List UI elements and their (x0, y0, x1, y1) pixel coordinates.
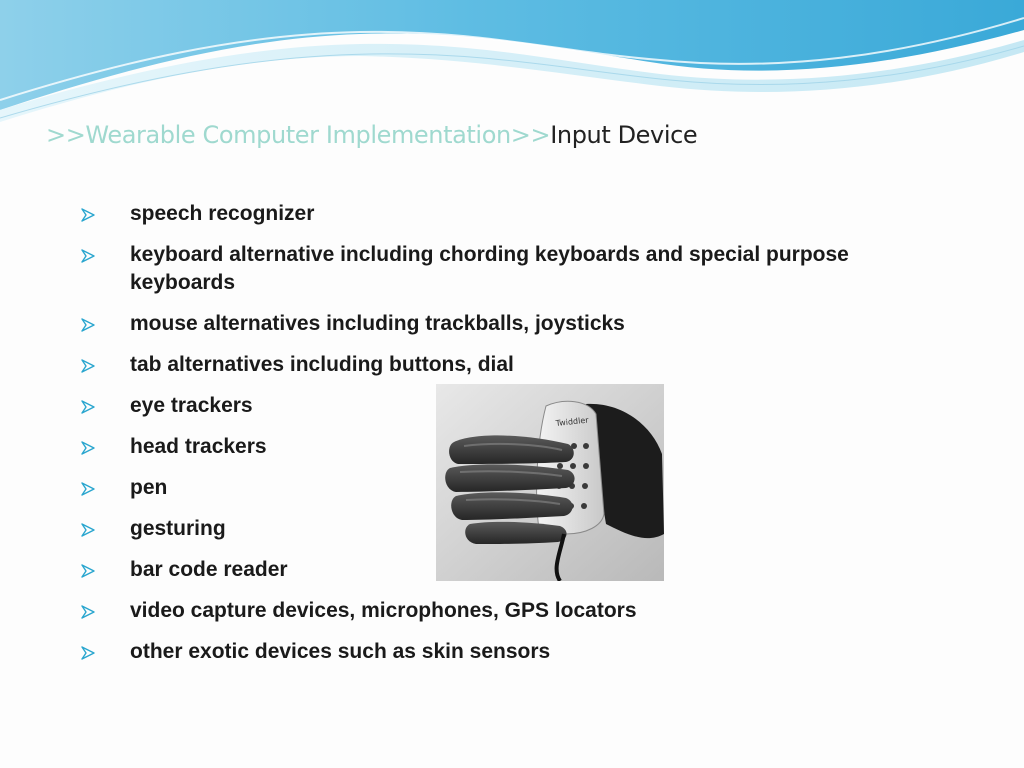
bullet-text: video capture devices, microphones, GPS locators (130, 599, 637, 622)
bullet-item (78, 597, 948, 625)
bullet-text: bar code reader (130, 558, 288, 581)
bullet-text: gesturing (130, 517, 226, 540)
bullet-item (78, 638, 948, 666)
bullet-text: other exotic devices such as skin sensors (130, 640, 551, 663)
arrow-bullet-icon (81, 400, 95, 414)
bullet-item (78, 200, 948, 228)
arrow-bullet-icon (81, 482, 95, 496)
bullet-text: pen (130, 476, 168, 499)
device-label: Twiddler (555, 415, 589, 428)
bullet-text: mouse alternatives including trackballs, joysticks (130, 312, 625, 335)
arrow-bullet-icon (81, 208, 95, 222)
bullet-text: head trackers (130, 435, 267, 458)
title-breadcrumb: >>Wearable Computer Implementation>> (46, 121, 551, 149)
arrow-bullet-icon (81, 441, 95, 455)
twiddler-device-photo (436, 384, 664, 581)
arrow-bullet-icon (81, 523, 95, 537)
hand-holding-device-illustration (436, 384, 664, 581)
header-wave-decoration (0, 0, 1024, 130)
arrow-bullet-icon (81, 359, 95, 373)
bullet-item (78, 351, 948, 379)
bullet-text: tab alternatives including buttons, dial (130, 353, 514, 376)
bullet-item (78, 310, 948, 338)
arrow-bullet-icon (81, 605, 95, 619)
title-current: Input Device (550, 121, 698, 149)
arrow-bullet-icon (81, 564, 95, 578)
bullet-text: speech recognizer (130, 202, 315, 225)
arrow-bullet-icon (81, 646, 95, 660)
arrow-bullet-icon (81, 249, 95, 263)
bullet-item (78, 241, 948, 297)
bullet-text: eye trackers (130, 394, 253, 417)
slide-title (46, 117, 697, 153)
arrow-bullet-icon (81, 318, 95, 332)
bullet-text: keyboard alternative including chording keyboards and special purpose keyboards (130, 243, 849, 294)
